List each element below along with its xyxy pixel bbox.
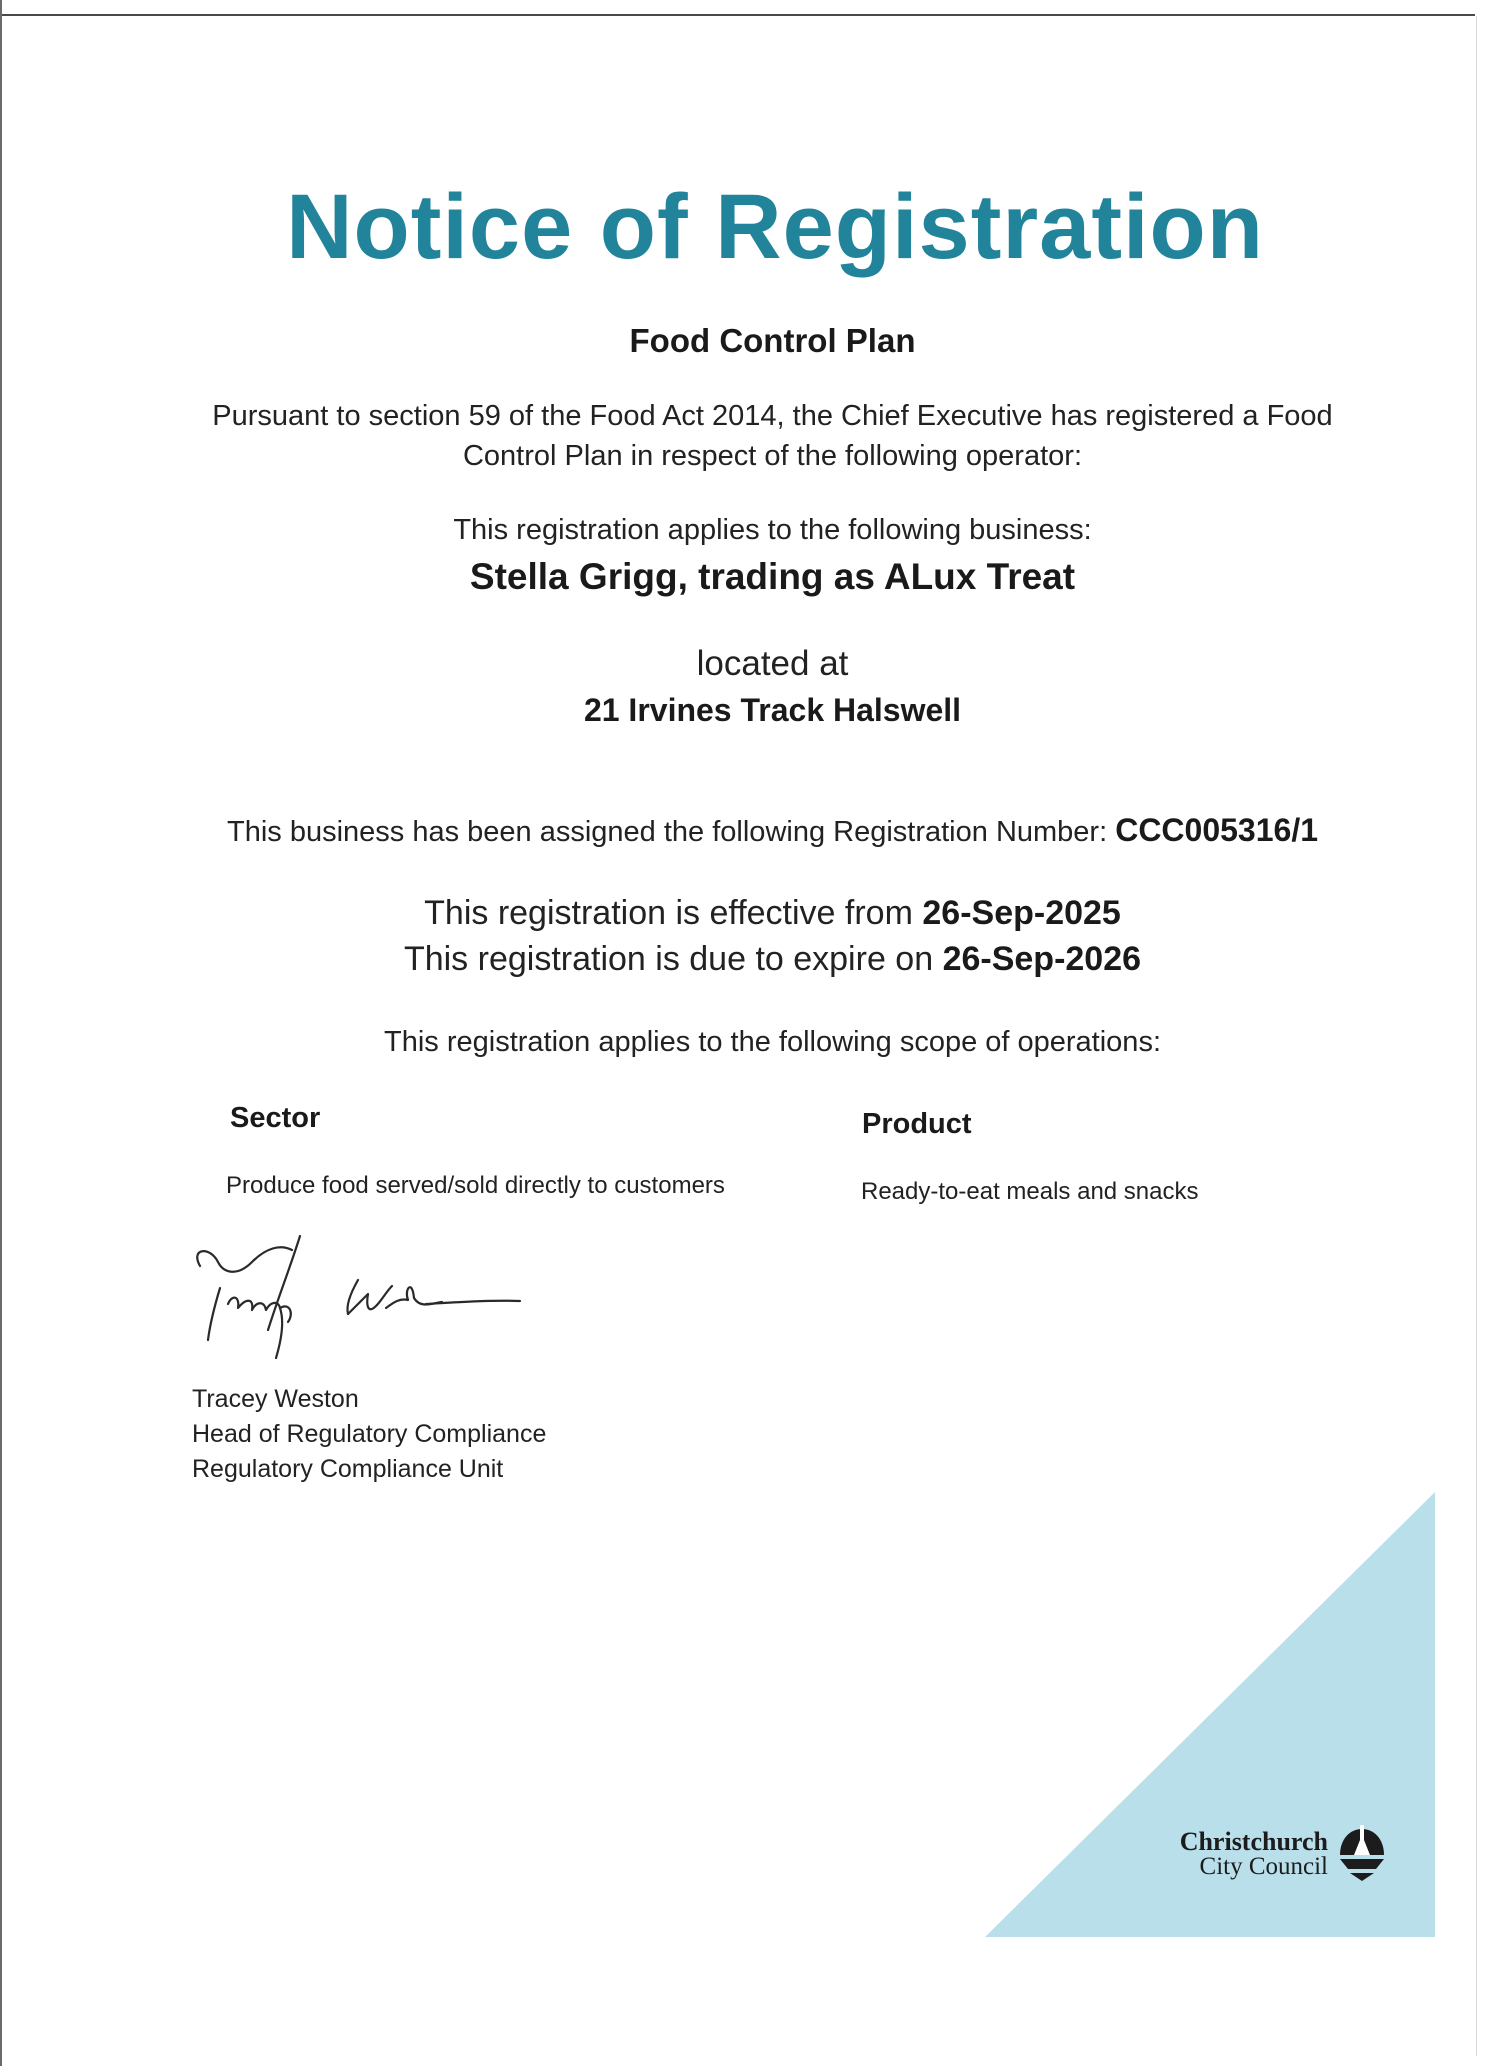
top-border-line xyxy=(0,14,1475,16)
council-logo-line1: Christchurch xyxy=(1179,1827,1328,1856)
product-heading: Product xyxy=(862,1108,972,1140)
applies-business-text: This registration applies to the following business: xyxy=(453,514,1092,546)
registration-number-line xyxy=(0,812,1500,849)
business-address: 21 Irvines Track Halswell xyxy=(583,692,962,728)
business-name: Stella Grigg, trading as ALux Treat xyxy=(469,556,1076,597)
expiry-date: 26-Sep-2026 xyxy=(942,940,1142,978)
signatory-position: Head of Regulatory Compliance xyxy=(192,1420,547,1448)
plan-type-heading: Food Control Plan xyxy=(629,322,916,359)
council-logo xyxy=(1160,1825,1390,1885)
handwritten-signature xyxy=(190,1228,530,1368)
registration-number: CCC005316/1 xyxy=(1115,812,1318,848)
pursuant-paragraph: Pursuant to section 59 of the Food Act 2014, the Chief Executive has registered a Food Control Plan in respect of the following operator: xyxy=(212,400,1333,472)
council-logo-line2: City Council xyxy=(1199,1853,1328,1880)
effective-date-line xyxy=(0,894,1500,933)
located-at-text: located at xyxy=(696,644,849,683)
signatory-unit: Regulatory Compliance Unit xyxy=(192,1455,504,1483)
effective-label: This registration is effective from xyxy=(424,894,913,932)
registration-number-label: This business has been assigned the following Registration Number: xyxy=(226,816,1108,848)
effective-date: 26-Sep-2025 xyxy=(922,894,1121,932)
signatory-block xyxy=(192,1382,546,1487)
sector-value: Produce food served/sold directly to customers xyxy=(226,1172,725,1199)
signatory-name: Tracey Weston xyxy=(192,1385,359,1413)
cathedral-emblem-icon xyxy=(1336,1825,1388,1881)
product-value: Ready-to-eat meals and snacks xyxy=(861,1178,1199,1205)
expiry-label: This registration is due to expire on xyxy=(403,940,934,978)
sector-heading: Sector xyxy=(230,1102,321,1134)
scope-intro-text: This registration applies to the following scope of operations: xyxy=(384,1026,1161,1058)
document-title: Notice of Registration xyxy=(286,176,1264,278)
expiry-date-line xyxy=(0,940,1500,979)
